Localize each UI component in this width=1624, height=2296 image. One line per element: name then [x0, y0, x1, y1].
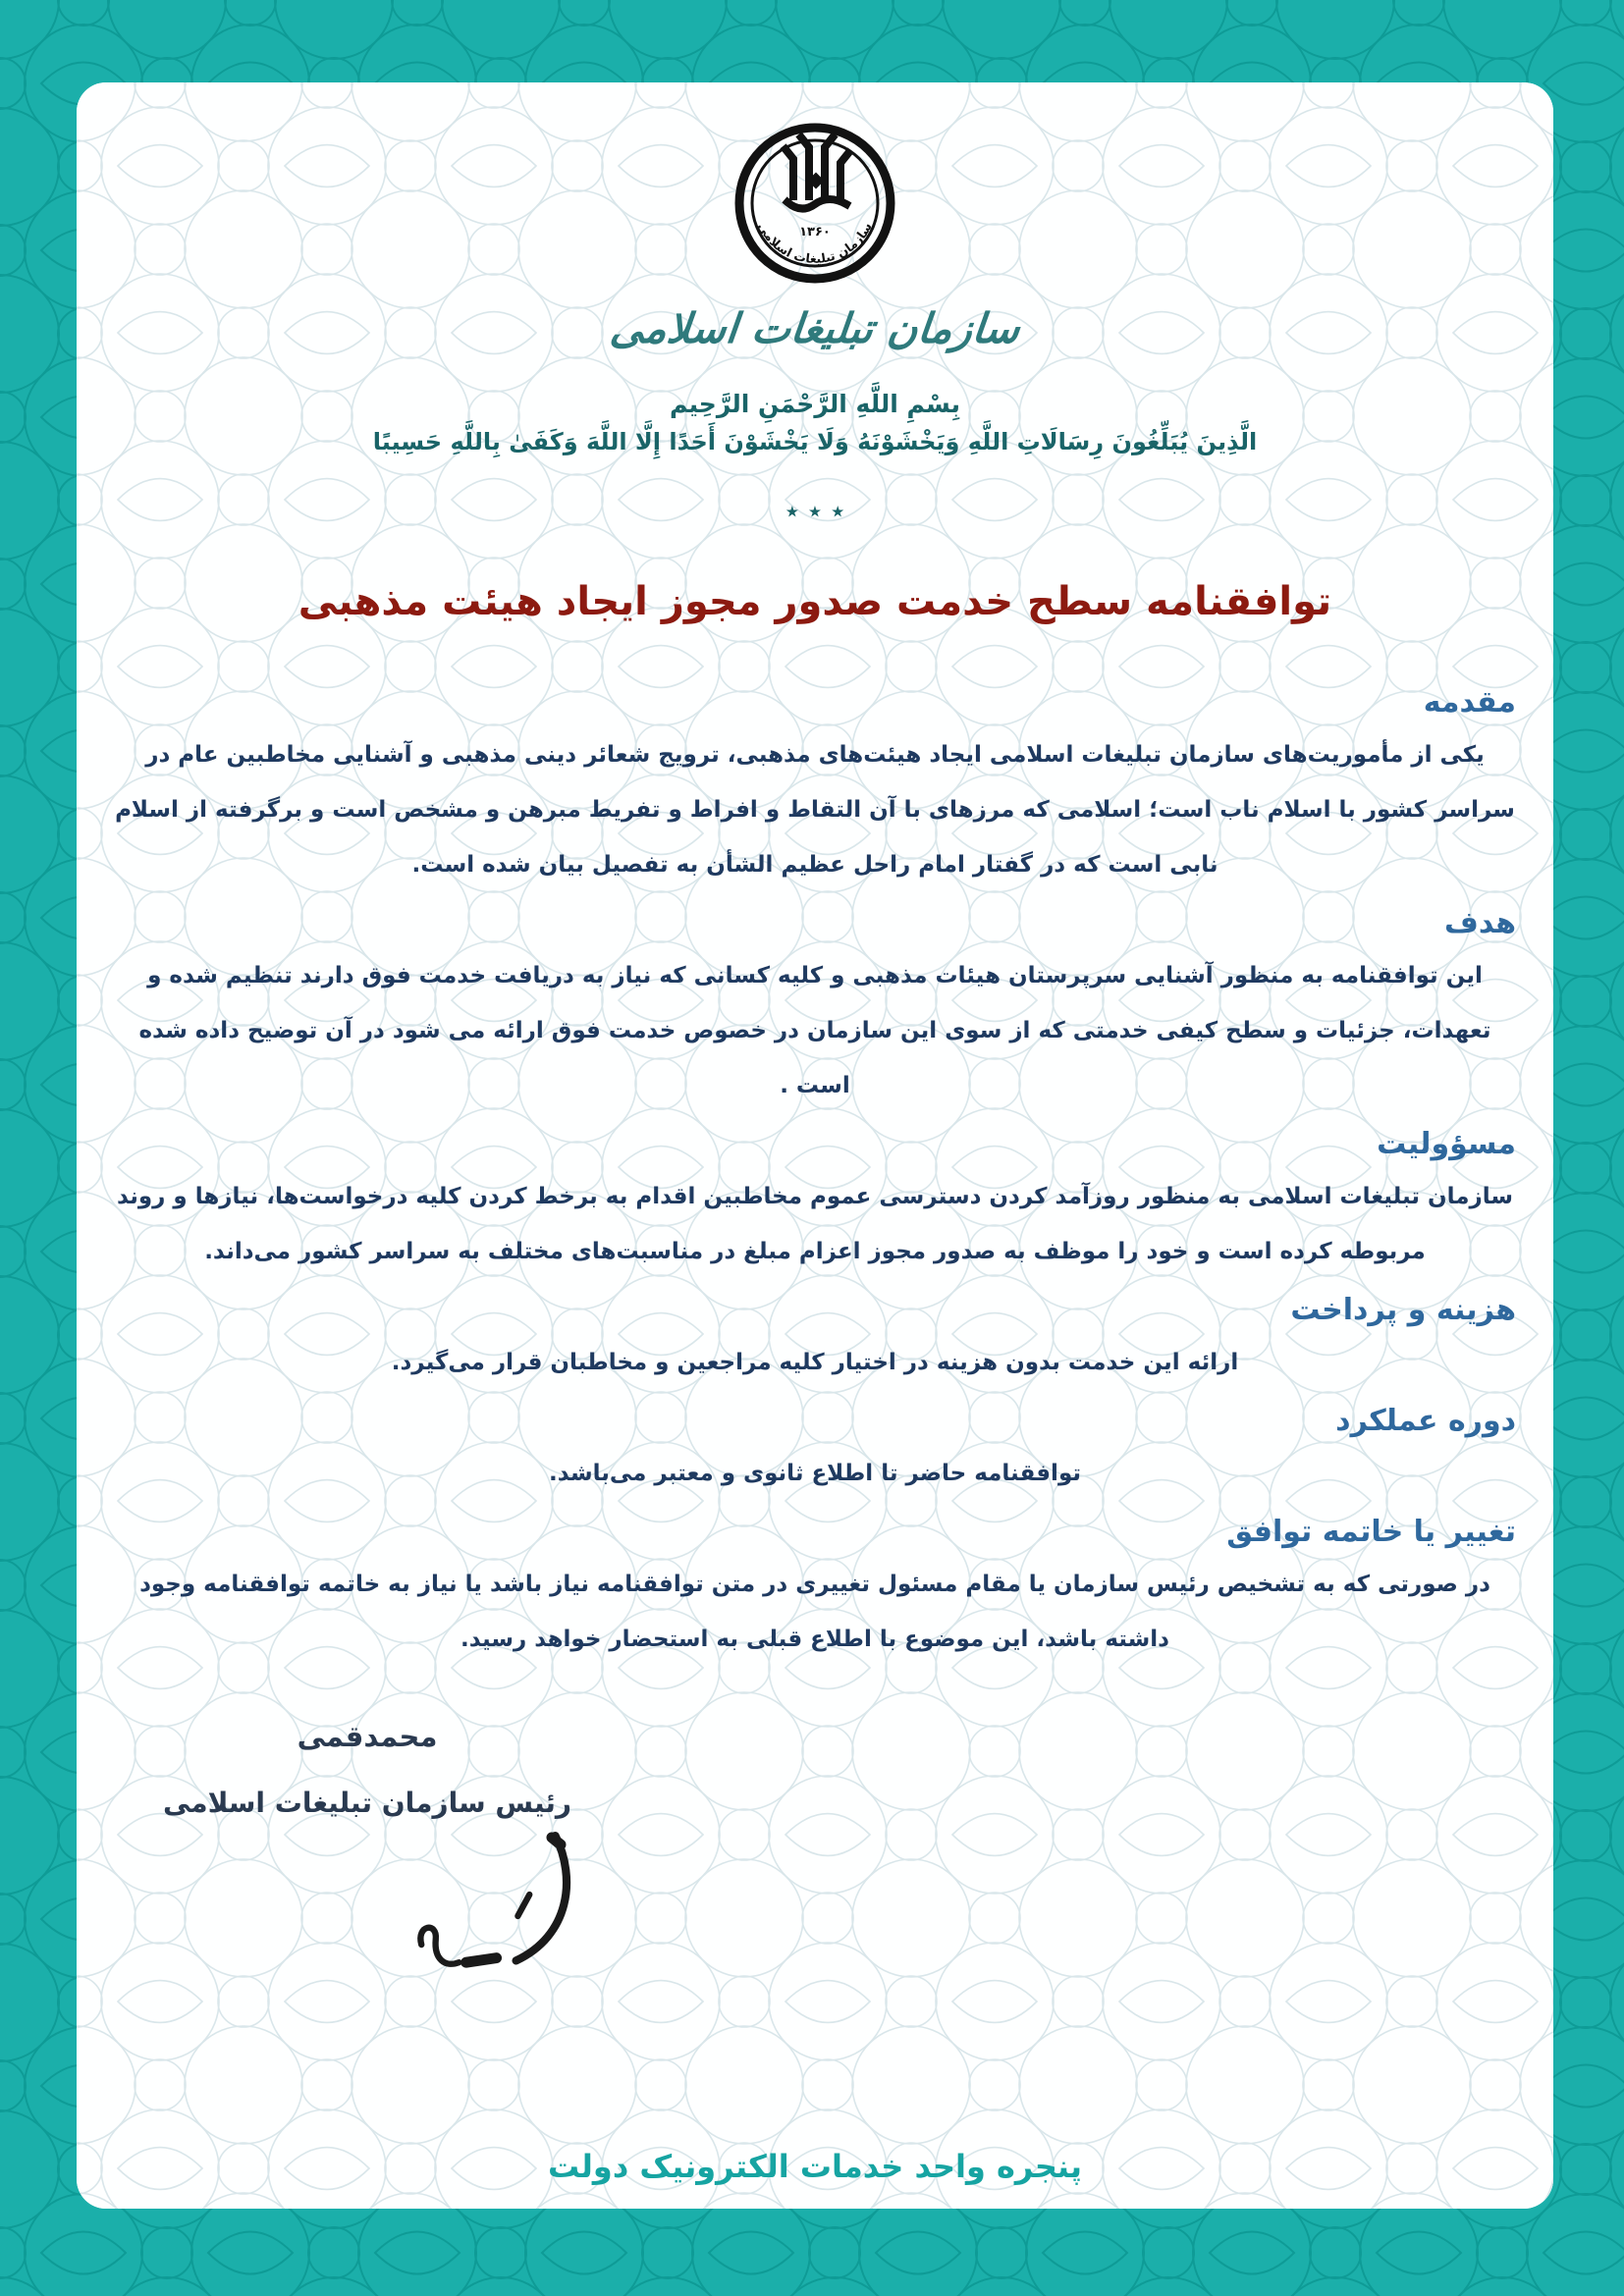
section-body: یکی از مأموریت‌های سازمان تبلیغات اسلامی ایجاد هیئت‌های مذهبی، ترویج شعائر دینی مذهبی و آشنایی مخاطبین عام در سراسر کشور با اسلام ناب است؛ اسلامی که مرزهای با آن التقاط و افراط و تفریط مبرهن و مشخص است و برگرفته از اسلام نابی است که در گفتار امام راحل عظیم الشأن به تفصیل بیان شده است.: [115, 742, 1515, 878]
signatory-name: محمدقمی: [297, 1720, 438, 1753]
section-body: ارائه این خدمت بدون هزینه در اختیار کلیه مراجعین و مخاطبان قرار می‌گیرد.: [391, 1350, 1239, 1375]
section-introduction: [114, 685, 1516, 892]
section-cost-payment: [114, 1293, 1516, 1390]
org-emblem-icon: [717, 112, 913, 294]
org-calligraphy: سازمان تبلیغات اسلامی: [608, 304, 1022, 352]
section-body: سازمان تبلیغات اسلامی به منظور روزآمد کردن دسترسی عموم مخاطبین اقدام به برخط کردن کلیه درخواست‌ها، نیازها و روند مربوطه کرده است و خود را موظف به صدور مجوز اعزام مبلغ در مناسبت‌های مختلف به سراسر کشور می‌داند.: [116, 1184, 1514, 1264]
section-heading: دوره عملکرد: [1335, 1404, 1516, 1438]
signature-mark: [151, 1827, 583, 2027]
bismillah-line: بِسْمِ اللَّهِ الرَّحْمَنِ الرَّحِيم: [670, 390, 960, 418]
section-heading: مقدمه: [1423, 685, 1516, 720]
handwritten-signature-icon: [411, 1827, 583, 2023]
page-title: توافقنامه سطح خدمت صدور مجوز ایجاد هیئت مذهبی: [298, 579, 1332, 624]
section-change-termination: [114, 1515, 1516, 1667]
signature-block: [151, 1720, 583, 2027]
section-heading: هدف: [1444, 906, 1516, 940]
section-responsibility: [114, 1127, 1516, 1279]
section-goal: [114, 906, 1516, 1113]
section-heading: تغییر یا خاتمه توافق: [1226, 1515, 1516, 1549]
quran-verse: الَّذِينَ يُبَلِّغُونَ رِسَالَاتِ اللَّهِ وَيَخْشَوْنَهُ وَلَا يَخْشَوْنَ أَحَدًا إِلَّا اللَّهَ وَكَفَىٰ بِاللَّهِ حَسِيبًا: [372, 428, 1258, 455]
signatory-role: رئیس سازمان تبلیغات اسلامی: [162, 1787, 572, 1819]
section-heading: مسؤولیت: [1377, 1127, 1516, 1161]
section-body: این توافقنامه به منظور آشنایی سرپرستان هیئات مذهبی و کلیه کسانی که نیاز به دریافت خدمت فوق دارند تنظیم شده و تعهدات، جزئیات و سطح کیفی خدمتی که از سوی این سازمان در خصوص خدمت فوق ارائه می شود در آن توضیح داده شده است .: [138, 963, 1491, 1098]
page: [77, 82, 1553, 2209]
ornament-stars: ٭ ٭ ٭: [785, 497, 845, 526]
logo-year: ۱۳۶۰: [799, 225, 831, 240]
section-body: توافقنامه حاضر تا اطلاع ثانوی و معتبر می‌باشد.: [549, 1461, 1081, 1486]
logo-ring-text: سازمان تبلیغات اسلامی: [755, 219, 875, 266]
section-performance-period: [114, 1404, 1516, 1501]
section-body: در صورتی که به تشخیص رئیس سازمان یا مقام مسئول تغییری در متن توافقنامه نیاز باشد یا نیاز به خاتمه توافقنامه وجود داشته باشد، این موضوع با اطلاع قبلی به استحضار خواهد رسید.: [139, 1572, 1490, 1652]
sections: [114, 685, 1516, 1667]
org-logo: [114, 112, 1516, 298]
footer-text: پنجره واحد خدمات الکترونیک دولت: [548, 2148, 1082, 2185]
section-heading: هزینه و پرداخت: [1290, 1293, 1516, 1327]
document-content: [77, 82, 1553, 2209]
allah-kufic-monogram-icon: [785, 137, 848, 209]
